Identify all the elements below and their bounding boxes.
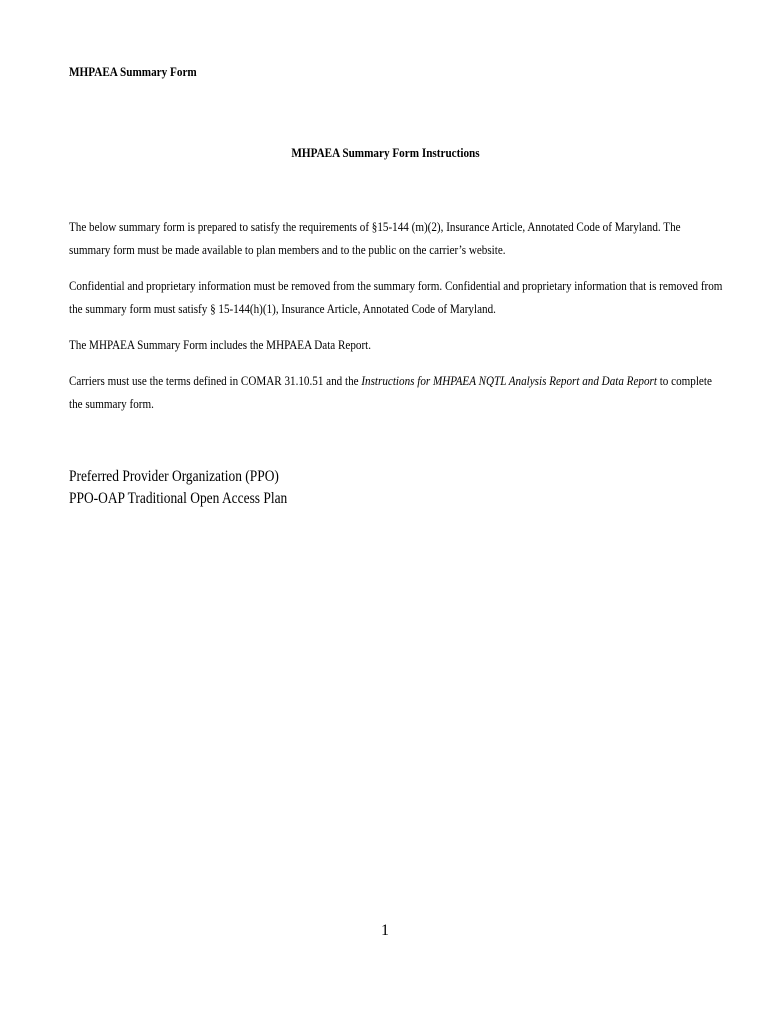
plan-type-list (69, 466, 287, 510)
paragraph-includes (69, 333, 700, 356)
paragraph-terms (69, 369, 712, 415)
plan-type-item: Preferred Provider Organization (PPO) (69, 468, 279, 485)
paragraph-line: the summary form. (69, 396, 154, 411)
instructions-heading-text: MHPAEA Summary Form Instructions (290, 145, 480, 160)
paragraph-line: summary form must be made available to plan members and to the public on the carrier’s website. (69, 242, 506, 257)
instructions-reference-italic: Instructions for MHPAEA NQTL Analysis Report and Data Report (361, 373, 657, 388)
page-number: 1 (381, 922, 389, 939)
paragraph-text: Carriers must use the terms defined in COMAR 31.10.51 and the (69, 373, 362, 388)
paragraph-line: Confidential and proprietary information must be removed from the summary form. Confidential and proprietary information that is removed from (69, 278, 723, 293)
paragraph-confidential (69, 274, 723, 320)
paragraph-requirements (69, 215, 700, 261)
paragraph-text: to complete (656, 373, 712, 388)
paragraph-line: The below summary form is prepared to satisfy the requirements of §15-144 (m)(2), Insurance Article, Annotated Code of Maryland. The (69, 219, 681, 234)
paragraph-line: The MHPAEA Summary Form includes the MHPAEA Data Report. (69, 337, 372, 352)
paragraph-line: the summary form must satisfy § 15-144(h)(1), Insurance Article, Annotated Code of Maryland. (69, 301, 496, 316)
plan-type-item: PPO-OAP Traditional Open Access Plan (69, 490, 288, 507)
form-header-title: MHPAEA Summary Form (69, 64, 197, 79)
instructions-heading (0, 145, 770, 161)
paragraph-line (69, 369, 712, 392)
